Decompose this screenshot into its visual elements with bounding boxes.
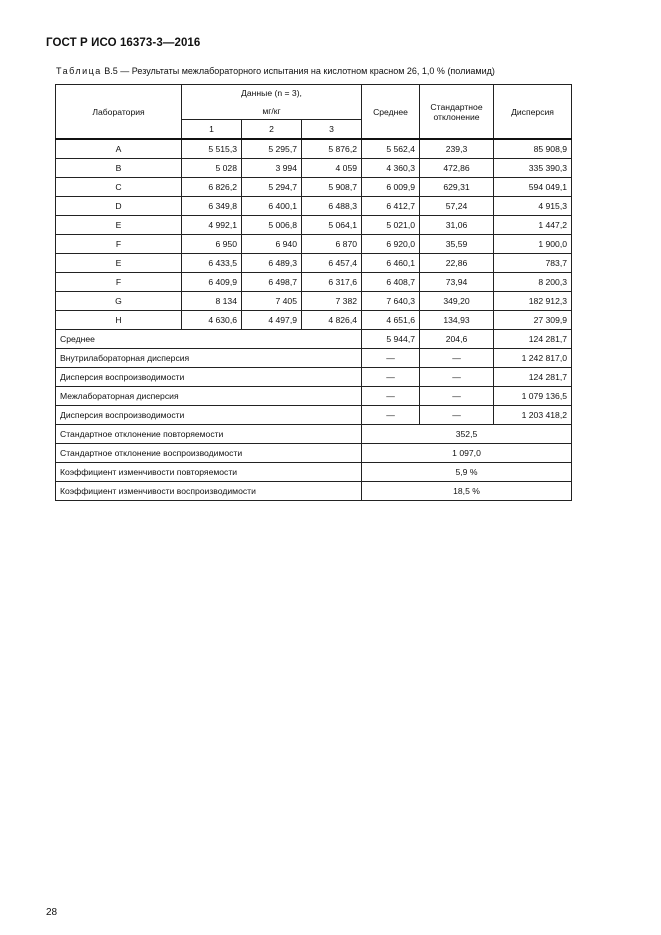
data-value-1-cell: 5 515,3 <box>182 139 242 159</box>
data-value-1-cell: 6 433,5 <box>182 254 242 273</box>
mean-cell: 6 408,7 <box>362 273 420 292</box>
table-row <box>56 159 572 178</box>
data-value-1-cell: 5 028 <box>182 159 242 178</box>
lab-name-cell: A <box>56 139 182 159</box>
mean-cell: 6 920,0 <box>362 235 420 254</box>
data-value-1-cell: 4 992,1 <box>182 216 242 235</box>
variance-row <box>56 368 572 387</box>
summary-mean-row <box>56 330 572 349</box>
variance-row-std: — <box>420 368 494 387</box>
document-header: ГОСТ Р ИСО 16373-3—2016 <box>46 37 201 49</box>
data-value-3-cell: 6 870 <box>302 235 362 254</box>
header-data <box>182 85 362 120</box>
table-row <box>56 235 572 254</box>
variance-cell: 4 915,3 <box>494 197 572 216</box>
std-cell: 73,94 <box>420 273 494 292</box>
statistic-label: Стандартное отклонение воспроизводимости <box>56 444 362 463</box>
data-value-1-cell: 4 630,6 <box>182 311 242 330</box>
lab-name-cell: F <box>56 273 182 292</box>
lab-name-cell: E <box>56 254 182 273</box>
header-sub-1: 1 <box>182 120 242 140</box>
variance-row-label: Межлабораторная дисперсия <box>56 387 362 406</box>
variance-row-value: 1 203 418,2 <box>494 406 572 425</box>
table-body <box>56 139 572 501</box>
summary-mean-value: 5 944,7 <box>362 330 420 349</box>
header-std-line1: Стандартное <box>430 101 483 112</box>
data-value-2-cell: 6 940 <box>242 235 302 254</box>
statistic-label: Коэффициент изменчивости повторяемости <box>56 463 362 482</box>
data-value-1-cell: 6 950 <box>182 235 242 254</box>
std-cell: 472,86 <box>420 159 494 178</box>
variance-cell: 1 900,0 <box>494 235 572 254</box>
variance-row-value: 124 281,7 <box>494 368 572 387</box>
data-value-3-cell: 7 382 <box>302 292 362 311</box>
statistic-label: Стандартное отклонение повторяемости <box>56 425 362 444</box>
results-table <box>55 84 572 501</box>
mean-cell: 5 021,0 <box>362 216 420 235</box>
statistic-row <box>56 482 572 501</box>
data-value-3-cell: 5 908,7 <box>302 178 362 197</box>
mean-cell: 6 460,1 <box>362 254 420 273</box>
lab-name-cell: F <box>56 235 182 254</box>
data-value-1-cell: 8 134 <box>182 292 242 311</box>
std-cell: 57,24 <box>420 197 494 216</box>
std-cell: 239,3 <box>420 139 494 159</box>
variance-row <box>56 406 572 425</box>
data-value-3-cell: 5 876,2 <box>302 139 362 159</box>
variance-row <box>56 387 572 406</box>
variance-row-mean: — <box>362 387 420 406</box>
table-row <box>56 178 572 197</box>
data-value-2-cell: 6 489,3 <box>242 254 302 273</box>
data-value-1-cell: 6 826,2 <box>182 178 242 197</box>
data-value-2-cell: 3 994 <box>242 159 302 178</box>
header-variance: Дисперсия <box>494 85 572 140</box>
variance-row-std: — <box>420 349 494 368</box>
table-caption <box>56 66 495 76</box>
variance-row-value: 1 079 136,5 <box>494 387 572 406</box>
mean-cell: 5 562,4 <box>362 139 420 159</box>
data-value-2-cell: 5 295,7 <box>242 139 302 159</box>
data-value-2-cell: 5 294,7 <box>242 178 302 197</box>
statistic-row <box>56 425 572 444</box>
table-caption-text: В.5 — Результаты межлабораторного испытания на кислотном красном 26, 1,0 % (полиамид) <box>101 66 495 76</box>
variance-row-label: Внутрилабораторная дисперсия <box>56 349 362 368</box>
data-value-3-cell: 4 826,4 <box>302 311 362 330</box>
variance-cell: 335 390,3 <box>494 159 572 178</box>
data-value-2-cell: 6 498,7 <box>242 273 302 292</box>
variance-row-mean: — <box>362 406 420 425</box>
data-value-1-cell: 6 349,8 <box>182 197 242 216</box>
statistic-value: 352,5 <box>362 425 572 444</box>
variance-row-label: Дисперсия воспроизводимости <box>56 406 362 425</box>
table-row <box>56 216 572 235</box>
data-value-2-cell: 5 006,8 <box>242 216 302 235</box>
mean-cell: 4 360,3 <box>362 159 420 178</box>
header-row-top <box>56 85 572 120</box>
table-row <box>56 254 572 273</box>
std-cell: 35,59 <box>420 235 494 254</box>
header-mean: Среднее <box>362 85 420 140</box>
variance-row-label: Дисперсия воспроизводимости <box>56 368 362 387</box>
mean-cell: 7 640,3 <box>362 292 420 311</box>
std-cell: 349,20 <box>420 292 494 311</box>
table-row <box>56 311 572 330</box>
header-data-line2: мг/кг <box>262 106 281 116</box>
mean-cell: 6 009,9 <box>362 178 420 197</box>
lab-name-cell: C <box>56 178 182 197</box>
table-row <box>56 292 572 311</box>
statistic-row <box>56 444 572 463</box>
variance-cell: 783,7 <box>494 254 572 273</box>
data-value-2-cell: 7 405 <box>242 292 302 311</box>
statistic-label: Коэффициент изменчивости воспроизводимости <box>56 482 362 501</box>
variance-row-value: 1 242 817,0 <box>494 349 572 368</box>
std-cell: 134,93 <box>420 311 494 330</box>
lab-name-cell: G <box>56 292 182 311</box>
summary-std-value: 204,6 <box>420 330 494 349</box>
summary-variance-value: 124 281,7 <box>494 330 572 349</box>
statistic-value: 5,9 % <box>362 463 572 482</box>
std-cell: 22,86 <box>420 254 494 273</box>
data-value-3-cell: 4 059 <box>302 159 362 178</box>
data-value-3-cell: 5 064,1 <box>302 216 362 235</box>
variance-row <box>56 349 572 368</box>
std-cell: 31,06 <box>420 216 494 235</box>
statistic-row <box>56 463 572 482</box>
data-value-3-cell: 6 488,3 <box>302 197 362 216</box>
mean-cell: 4 651,6 <box>362 311 420 330</box>
page-number: 28 <box>46 907 58 918</box>
variance-row-mean: — <box>362 349 420 368</box>
lab-name-cell: D <box>56 197 182 216</box>
variance-row-std: — <box>420 406 494 425</box>
variance-cell: 594 049,1 <box>494 178 572 197</box>
header-std-line2: отклонение <box>433 111 480 122</box>
table-row <box>56 197 572 216</box>
header-laboratory: Лаборатория <box>56 85 182 140</box>
variance-row-mean: — <box>362 368 420 387</box>
statistic-value: 1 097,0 <box>362 444 572 463</box>
header-data-line1: Данные (n = 3), <box>241 88 302 98</box>
variance-cell: 27 309,9 <box>494 311 572 330</box>
table-row <box>56 273 572 292</box>
table-caption-label: Таблица <box>56 66 102 76</box>
data-value-2-cell: 6 400,1 <box>242 197 302 216</box>
header-sub-2: 2 <box>242 120 302 140</box>
data-value-1-cell: 6 409,9 <box>182 273 242 292</box>
header-sub-3: 3 <box>302 120 362 140</box>
std-cell: 629,31 <box>420 178 494 197</box>
summary-mean-label: Среднее <box>56 330 362 349</box>
variance-row-std: — <box>420 387 494 406</box>
lab-name-cell: E <box>56 216 182 235</box>
data-value-2-cell: 4 497,9 <box>242 311 302 330</box>
variance-cell: 8 200,3 <box>494 273 572 292</box>
lab-name-cell: B <box>56 159 182 178</box>
variance-cell: 182 912,3 <box>494 292 572 311</box>
header-std <box>420 85 494 140</box>
variance-cell: 1 447,2 <box>494 216 572 235</box>
data-value-3-cell: 6 317,6 <box>302 273 362 292</box>
statistic-value: 18,5 % <box>362 482 572 501</box>
lab-name-cell: H <box>56 311 182 330</box>
mean-cell: 6 412,7 <box>362 197 420 216</box>
variance-cell: 85 908,9 <box>494 139 572 159</box>
data-value-3-cell: 6 457,4 <box>302 254 362 273</box>
table-row <box>56 139 572 159</box>
